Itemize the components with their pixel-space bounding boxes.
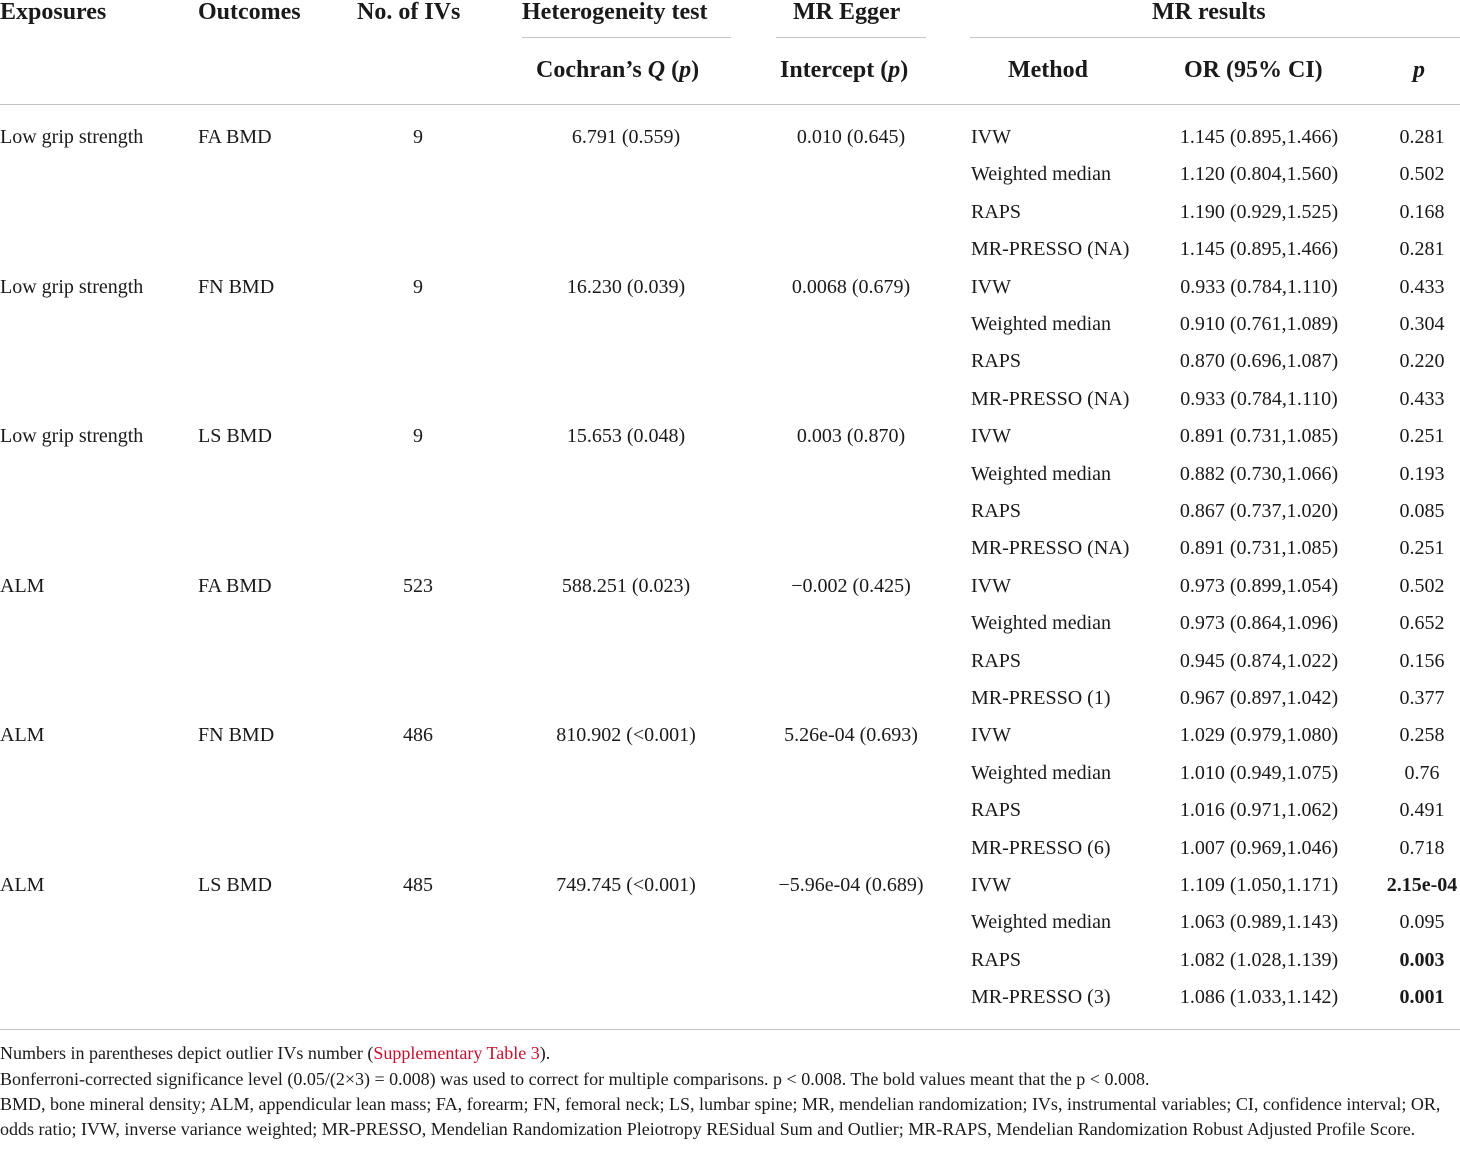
header-method: Method [1008, 57, 1088, 83]
method-cell: MR-PRESSO (NA) [971, 388, 1130, 410]
p-value-cell: 0.281 [1399, 238, 1445, 260]
header-outcomes: Outcomes [198, 0, 301, 25]
method-cell: IVW [971, 874, 1011, 896]
cochran-q-cell: 588.251 (0.023) [561, 575, 691, 597]
mr-results-divider [970, 37, 1460, 38]
method-cell: MR-PRESSO (6) [971, 837, 1111, 859]
or-ci-cell: 1.016 (0.971,1.062) [1179, 799, 1339, 821]
heterogeneity-divider [522, 37, 731, 38]
outcome-cell: FN BMD [198, 276, 275, 298]
method-cell: Weighted median [971, 313, 1112, 335]
or-ci-cell: 0.973 (0.899,1.054) [1179, 575, 1339, 597]
header-or: OR (95% CI) [1184, 57, 1323, 83]
p-value-cell: 0.168 [1399, 201, 1445, 223]
method-cell: IVW [971, 724, 1011, 746]
cochran-q-cell: 810.902 (<0.001) [556, 724, 696, 746]
method-cell: Weighted median [971, 463, 1112, 485]
egger-intercept-cell: 0.003 (0.870) [796, 425, 906, 447]
num-ivs-cell: 486 [403, 724, 433, 746]
p-value-cell: 0.652 [1399, 612, 1445, 634]
p-value-cell: 2.15e-04 [1386, 874, 1458, 896]
egger-intercept-cell: −5.96e-04 (0.689) [778, 874, 924, 896]
p-value-cell: 0.001 [1399, 986, 1445, 1008]
or-ci-cell: 0.891 (0.731,1.085) [1179, 537, 1339, 559]
p-value-cell: 0.251 [1399, 537, 1445, 559]
cochran-q-cell: 16.230 (0.039) [566, 276, 686, 298]
or-ci-cell: 0.973 (0.864,1.096) [1179, 612, 1339, 634]
method-cell: MR-PRESSO (3) [971, 986, 1111, 1008]
outcome-cell: LS BMD [198, 425, 272, 447]
or-ci-cell: 0.933 (0.784,1.110) [1180, 388, 1338, 410]
or-ci-cell: 1.190 (0.929,1.525) [1179, 201, 1339, 223]
or-ci-cell: 1.082 (1.028,1.139) [1179, 949, 1339, 971]
egger-intercept-cell: 5.26e-04 (0.693) [784, 724, 918, 746]
exposure-cell: Low grip strength [0, 425, 144, 447]
p-value-cell: 0.251 [1399, 425, 1445, 447]
p-value-cell: 0.193 [1399, 463, 1445, 485]
method-cell: RAPS [971, 201, 1022, 223]
header-cochran: Cochran’s Q (p) [536, 57, 700, 83]
num-ivs-cell: 9 [413, 425, 423, 447]
footnote-outliers: Numbers in parentheses depict outlier IVs number (Supplementary Table 3). [0, 1043, 551, 1063]
p-value-cell: 0.095 [1399, 911, 1445, 933]
header-p: p [1413, 57, 1425, 83]
p-value-cell: 0.718 [1399, 837, 1445, 859]
outcome-cell: LS BMD [198, 874, 272, 896]
method-cell: RAPS [971, 350, 1022, 372]
or-ci-cell: 0.882 (0.730,1.066) [1179, 463, 1339, 485]
egger-divider [776, 37, 926, 38]
outcome-cell: FA BMD [198, 575, 272, 597]
or-ci-cell: 1.145 (0.895,1.466) [1179, 238, 1339, 260]
exposure-cell: Low grip strength [0, 126, 144, 148]
method-cell: RAPS [971, 799, 1022, 821]
method-cell: Weighted median [971, 163, 1112, 185]
egger-intercept-cell: 0.0068 (0.679) [791, 276, 911, 298]
egger-intercept-cell: −0.002 (0.425) [791, 575, 911, 597]
p-value-cell: 0.502 [1399, 575, 1445, 597]
p-value-cell: 0.491 [1399, 799, 1445, 821]
header-exposures: Exposures [0, 0, 107, 25]
or-ci-cell: 1.010 (0.949,1.075) [1179, 762, 1339, 784]
footnote-bonferroni: Bonferroni-corrected significance level (0.05/(2×3) = 0.008) was used to correct for multiple comparisons. p < 0.008. The bold values meant that the p < 0.008. [0, 1069, 1150, 1089]
header-num-ivs: No. of IVs [357, 0, 461, 25]
p-value-cell: 0.085 [1399, 500, 1445, 522]
p-value-cell: 0.377 [1399, 687, 1445, 709]
or-ci-cell: 1.120 (0.804,1.560) [1179, 163, 1339, 185]
egger-intercept-cell: 0.010 (0.645) [796, 126, 906, 148]
cochran-q-cell: 15.653 (0.048) [566, 425, 686, 447]
num-ivs-cell: 523 [403, 575, 433, 597]
exposure-cell: Low grip strength [0, 276, 144, 298]
or-ci-cell: 1.145 (0.895,1.466) [1179, 126, 1339, 148]
supplementary-table-link[interactable]: Supplementary Table 3 [373, 1043, 540, 1063]
or-ci-cell: 1.007 (0.969,1.046) [1179, 837, 1339, 859]
or-ci-cell: 0.945 (0.874,1.022) [1179, 650, 1339, 672]
exposure-cell: ALM [0, 575, 45, 597]
header-heterogeneity: Heterogeneity test [522, 0, 708, 25]
method-cell: RAPS [971, 500, 1022, 522]
method-cell: RAPS [971, 949, 1022, 971]
exposure-cell: ALM [0, 724, 45, 746]
exposure-cell: ALM [0, 874, 45, 896]
table-bottom-rule [0, 1029, 1460, 1030]
outcome-cell: FN BMD [198, 724, 275, 746]
or-ci-cell: 0.891 (0.731,1.085) [1179, 425, 1339, 447]
or-ci-cell: 1.109 (1.050,1.171) [1179, 874, 1339, 896]
method-cell: IVW [971, 276, 1011, 298]
header-mr-results: MR results [1152, 0, 1266, 25]
method-cell: MR-PRESSO (NA) [971, 537, 1130, 559]
cochran-q-cell: 6.791 (0.559) [571, 126, 681, 148]
or-ci-cell: 0.867 (0.737,1.020) [1179, 500, 1339, 522]
p-value-cell: 0.304 [1399, 313, 1445, 335]
or-ci-cell: 0.870 (0.696,1.087) [1179, 350, 1339, 372]
header-bottom-rule [0, 104, 1460, 105]
cochran-q-cell: 749.745 (<0.001) [556, 874, 696, 896]
method-cell: RAPS [971, 650, 1022, 672]
num-ivs-cell: 9 [413, 276, 423, 298]
footnote-abbreviations: BMD, bone mineral density; ALM, appendicular lean mass; FA, forearm; FN, femoral neck; LS, lumbar spine; MR, mendelian randomization; IVs, instrumental variables; CI, confidence interval; OR, odds ratio; IVW, inverse variance weighted; MR-PRESSO, Mendelian Randomization Pleiotropy RESidual Sum and Outlier; MR-RAPS, Mendelian Randomization Robust Adjusted Profile Score. [0, 1094, 1441, 1139]
header-intercept: Intercept (p) [780, 57, 909, 83]
method-cell: IVW [971, 126, 1011, 148]
outcome-cell: FA BMD [198, 126, 272, 148]
method-cell: MR-PRESSO (NA) [971, 238, 1130, 260]
p-value-cell: 0.003 [1399, 949, 1445, 971]
num-ivs-cell: 485 [403, 874, 433, 896]
or-ci-cell: 1.063 (0.989,1.143) [1179, 911, 1339, 933]
header-mr-egger: MR Egger [793, 0, 901, 25]
p-value-cell: 0.502 [1399, 163, 1445, 185]
method-cell: Weighted median [971, 612, 1112, 634]
p-value-cell: 0.281 [1399, 126, 1445, 148]
method-cell: Weighted median [971, 762, 1112, 784]
method-cell: Weighted median [971, 911, 1112, 933]
p-value-cell: 0.258 [1399, 724, 1445, 746]
method-cell: IVW [971, 425, 1011, 447]
p-value-cell: 0.433 [1399, 276, 1445, 298]
or-ci-cell: 1.086 (1.033,1.142) [1179, 986, 1339, 1008]
or-ci-cell: 0.967 (0.897,1.042) [1179, 687, 1339, 709]
p-value-cell: 0.433 [1399, 388, 1445, 410]
p-value-cell: 0.76 [1404, 762, 1440, 784]
num-ivs-cell: 9 [413, 126, 423, 148]
or-ci-cell: 0.933 (0.784,1.110) [1180, 276, 1338, 298]
or-ci-cell: 1.029 (0.979,1.080) [1179, 724, 1339, 746]
p-value-cell: 0.220 [1399, 350, 1445, 372]
method-cell: MR-PRESSO (1) [971, 687, 1111, 709]
or-ci-cell: 0.910 (0.761,1.089) [1179, 313, 1339, 335]
p-value-cell: 0.156 [1399, 650, 1445, 672]
method-cell: IVW [971, 575, 1011, 597]
